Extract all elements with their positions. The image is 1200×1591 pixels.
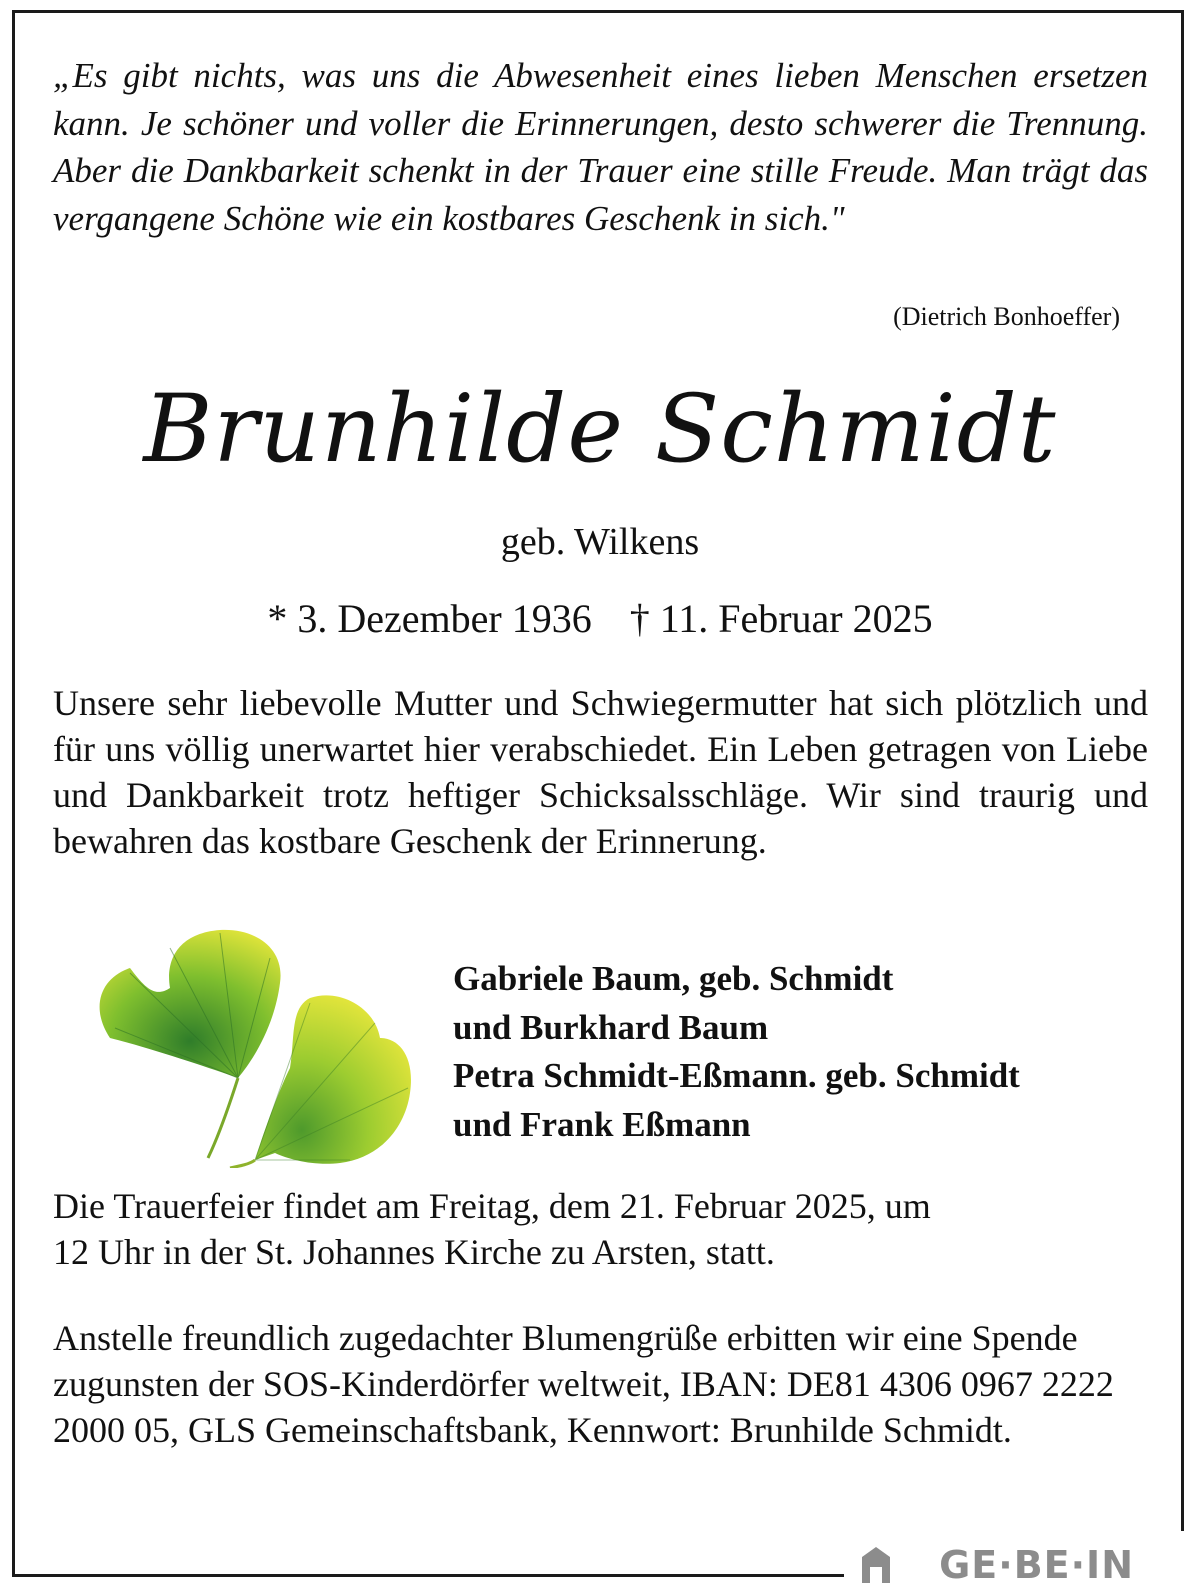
mourner-line: Gabriele Baum, geb. Schmidt xyxy=(453,959,894,998)
maiden-name: geb. Wilkens xyxy=(500,521,700,563)
funeral-line-2: 12 Uhr in der St. Johannes Kirche zu Arsten, statt. xyxy=(53,1232,775,1272)
mourners-list xyxy=(453,955,1020,1149)
publisher-logo xyxy=(844,1531,1184,1591)
mourner-line: und Frank Eßmann xyxy=(453,1104,751,1144)
funeral-info xyxy=(53,1183,1148,1275)
birth-date: * 3. Dezember 1936 xyxy=(267,596,592,641)
building-icon xyxy=(858,1543,894,1585)
mourner-line: Petra Schmidt-Eßmann. geb. Schmidt xyxy=(453,1056,1020,1095)
deceased-name: Brunhilde Schmidt xyxy=(143,375,1057,484)
mourner-line: und Burkhard Baum xyxy=(453,1007,769,1047)
ginkgo-leaves-illustration xyxy=(90,928,430,1168)
quote-text: „Es gibt nichts, was uns die Abwesenheit eines lieben Menschen ersetzen kann. Je schöner und voller die Erinnerungen, desto schwerer die Trennung. Aber die Dankbarkeit schenkt in der Trauer eine stille Freude. Man trägt das vergangene Schöne wie ein kostbares Geschenk in sich." xyxy=(53,56,1148,238)
quote-author: (Dietrich Bonhoeffer) xyxy=(893,302,1120,331)
life-dates xyxy=(0,595,1200,642)
obituary-message: Unsere sehr liebevolle Mutter und Schwiegermutter hat sich plötzlich und für uns völlig unerwartet hier verabschiedet. Ein Leben getragen von Liebe und Dankbarkeit trotz heftiger Schicksalsschläge. Wir sind traurig und bewahren das kostbare Geschenk der Erinnerung. xyxy=(53,683,1148,861)
death-date: † 11. Februar 2025 xyxy=(629,596,933,641)
donation-request: Anstelle freundlich zugedachter Blumengrüße erbitten wir eine Spende zugunsten der SOS-Kinderdörfer weltweit, IBAN: DE81 4306 0967 2222 2000 05, GLS Gemeinschaftsbank, Kennwort: Brunhilde Schmidt. xyxy=(53,1318,1114,1450)
funeral-line-1: Die Trauerfeier findet am Freitag, dem 21. Februar 2025, um xyxy=(53,1186,931,1226)
logo-text: GE·BE·IN xyxy=(939,1543,1134,1587)
